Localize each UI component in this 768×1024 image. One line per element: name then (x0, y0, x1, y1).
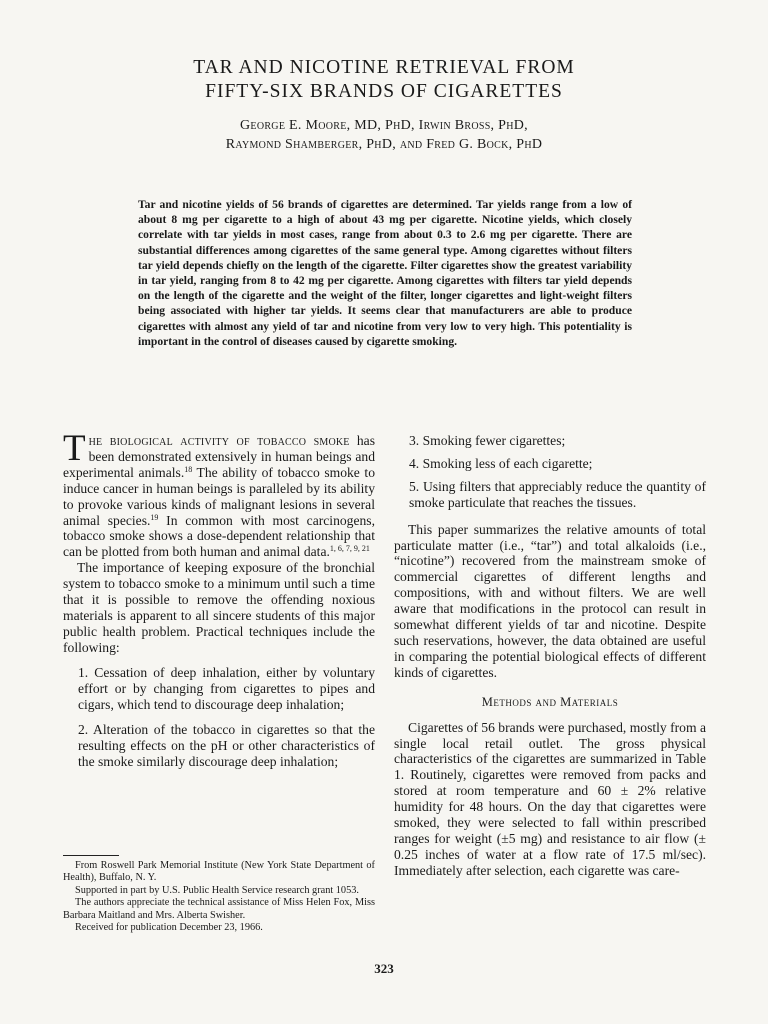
authors-line-1: George E. Moore, MD, PhD, Irwin Bross, PhD, (240, 118, 528, 133)
footnote-affiliation: From Roswell Park Memorial Institute (New York State Department of Health), Buffalo, N. Y. (63, 860, 375, 884)
methods-paragraph: Cigarettes of 56 brands were purchased, mostly from a single local retail outlet. The gross physical characteristics of the cigarettes are summarized in Table 1. Routinely, cigarettes were removed from packs and stored at room temperature and 60 ± 2% relative humidity for 48 hours. On the day that cigarettes were smoked, they were selected to fall within prescribed ranges for weight (±5 mg) and resistance to air flow (± 0.25 inches of water at a flow rate of 17.5 ml/sec). Immediately after selection, each cigarette was care- (394, 719, 706, 878)
reference-19: 19 (150, 512, 159, 522)
footnote-acknowledgment: The authors appreciate the technical assistance of Miss Helen Fox, Miss Barbara Maitland and Mrs. Alberta Swisher. (63, 897, 375, 921)
summary-paragraph: This paper summarizes the relative amounts of total particulate matter (i.e., “tar”) and total alkaloids (i.e., “nicotine”) recovered from the mainstream smoke of commercial cigarettes of different lengths and compositions, with and without filters. We are well aware that modifications in the protocol can result in somewhat different yields of tar and nicotine. Despite such reservations, however, the data obtained are useful in comparing the potential biological effects of different kinds of cigarettes. (394, 521, 706, 680)
footnote-grant: Supported in part by U.S. Public Health Service research grant 1053. (75, 884, 359, 896)
footnote-received: Received for publication December 23, 1966. (75, 922, 263, 934)
technique-item-1: 1. Cessation of deep inhalation, either by voluntary effort or by changing from cigarettes to pipes and cigars, which tend to discourage deep inhalation; (78, 664, 375, 712)
technique-list-left (63, 665, 375, 770)
intro-paragraph (63, 428, 375, 560)
right-column (394, 433, 706, 879)
technique-item-5: 5. Using filters that appreciably reduce the quantity of smoke particulate that reaches the tissues. (409, 478, 706, 510)
intro-text-a: has been demonstrated extensively in human beings and experimental animals. (63, 433, 375, 480)
drop-cap: T (63, 428, 86, 469)
intro-text-c: In common with most carcinogens, tobacco smoke shows a dose-dependent relationship that can be plotted from both human and animal data. (63, 512, 375, 560)
technique-list-right (394, 433, 706, 511)
intro-text-b: The ability of tobacco smoke to induce cancer in human beings is paralleled by its ability to provoke various kinds of malignant lesions in several animal species. (63, 464, 375, 528)
title-line-1: TAR AND NICOTINE RETRIEVAL FROM (193, 57, 575, 78)
reference-18: 18 (184, 464, 193, 474)
author-list (0, 116, 768, 154)
article-title (0, 56, 768, 104)
authors-line-2: Raymond Shamberger, PhD, and Fred G. Bock, PhD (225, 137, 543, 152)
importance-paragraph: The importance of keeping exposure of the bronchial system to tobacco smoke to a minimum until such a time that it is possible to remove the offending noxious materials is apparent to all sincere students of this major public health problem. Practical techniques include the following: (63, 560, 375, 655)
title-line-2: FIFTY-SIX BRANDS OF CIGARETTES (205, 81, 563, 102)
page-number: 323 (374, 961, 394, 976)
technique-item-2: 2. Alteration of the tobacco in cigarettes so that the resulting effects on the pH or other characteristics of the smoke similarly discourage deep inhalation; (78, 722, 375, 770)
abstract: Tar and nicotine yields of 56 brands of cigarettes are determined. Tar yields range from a low of about 8 mg per cigarette to a high of about 43 mg per cigarette. Nicotine yields, which closely correlate with tar yields in most cases, range from about 0.3 to 2.6 mg per cigarette. There are substantial differences among cigarettes of the same general type. Among cigarettes without filters tar yield depends chiefly on the length of the cigarette. Filter cigarettes show the greatest variability in tar yield, ranging from 8 to 42 mg per cigarette. Among cigarettes with filters tar yield depends on the length of the cigarette and the weight of the filter, longer cigarettes and light-weight filters being associated with higher tar yields. It seems clear that manufacturers are able to produce cigarettes with almost any yield of tar and nicotine from very low to very high. This potentiality is important in the control of diseases caused by cigarette smoking. (138, 198, 632, 348)
technique-item-4: 4. Smoking less of each cigarette; (409, 455, 593, 471)
footnotes (63, 855, 375, 934)
intro-small-caps: he biological activity of tobacco smoke (88, 433, 350, 448)
left-column (63, 428, 375, 770)
reference-multi: 1, 6, 7, 9, 21 (329, 544, 370, 554)
section-heading-methods: Methods and Materials (481, 694, 619, 709)
technique-item-3: 3. Smoking fewer cigarettes; (409, 433, 566, 448)
footnote-rule (63, 855, 119, 856)
